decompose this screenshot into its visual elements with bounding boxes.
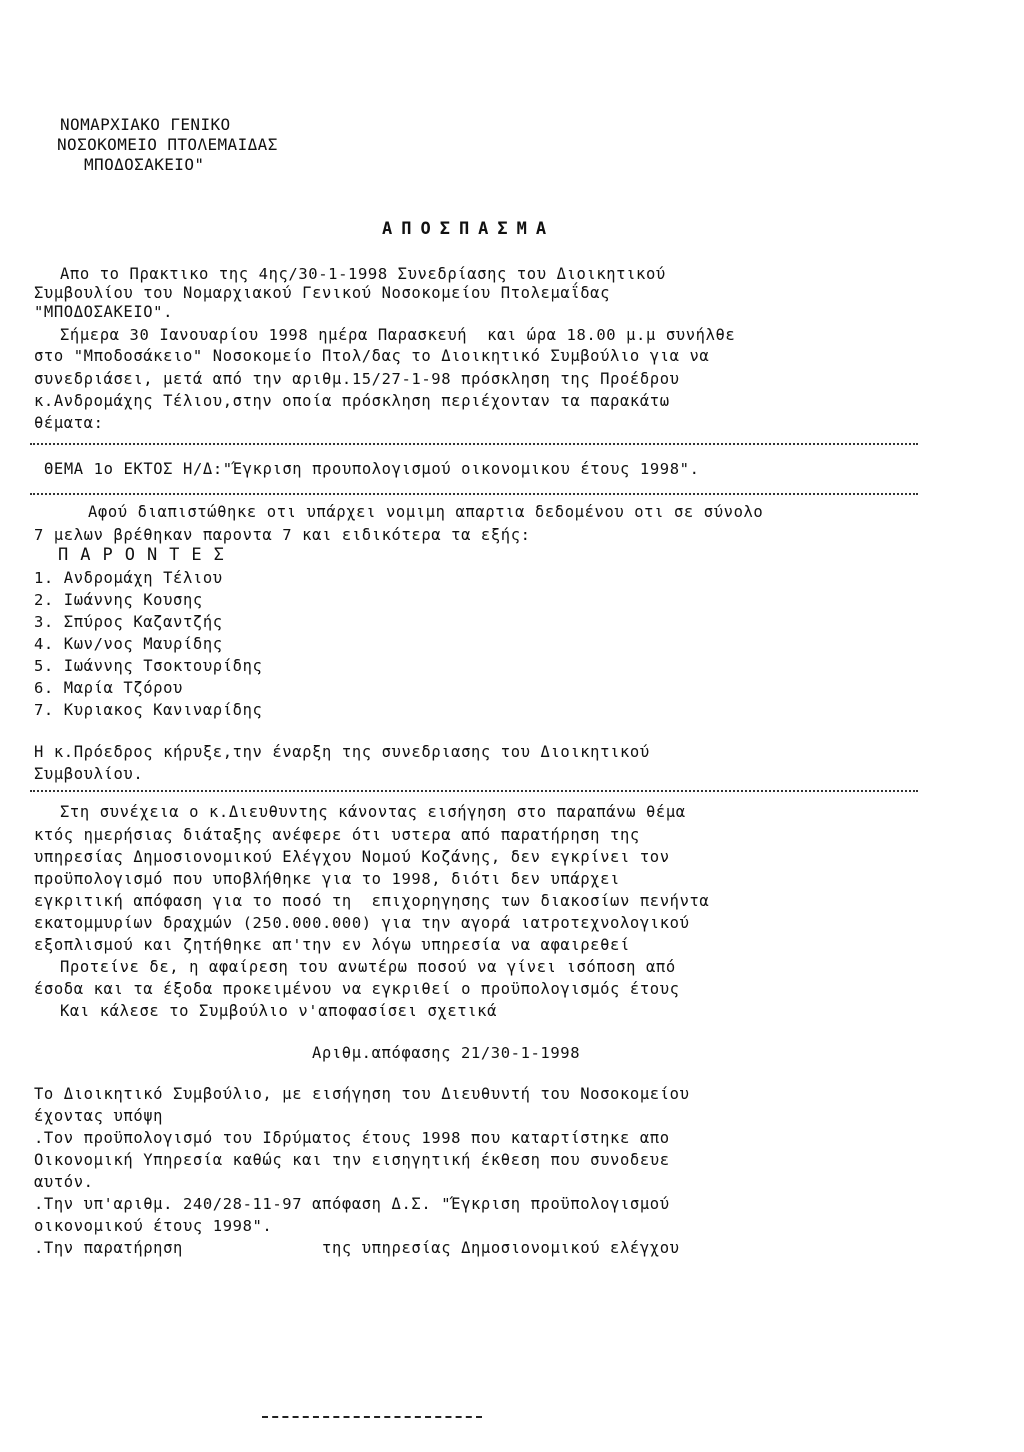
- discussion-line: υπηρεσίας Δημοσιονομικού Ελέγχου Νομού Κοζάνης, δεν εγκρίνει τον: [34, 848, 670, 866]
- discussion-line: εκατομμυρίων δραχμών (250.000.000) για την αγορά ιατροτεχνολογικού: [34, 914, 690, 932]
- discussion-line: έσοδα και τα έξοδα προκειμένου να εγκριθεί ο προϋπολογισμός έτους: [34, 980, 680, 998]
- intro-line: στο "Μποδοσάκειο" Νοσοκομείο Πτολ/δας το Διοικητικό Συμβούλιο για να: [34, 347, 710, 365]
- dotted-separator: [30, 790, 918, 792]
- decision-line: .Την υπ'αριθμ. 240/28-11-97 απόφαση Δ.Σ. "Έγκριση προϋπολογισμού: [34, 1195, 670, 1213]
- discussion-line: Και κάλεσε το Συμβούλιο ν'αποφασίσει σχετικά: [60, 1002, 497, 1020]
- member-item: 1. Ανδρομάχη Τέλιου: [34, 569, 223, 587]
- decision-line: οικονομικού έτους 1998".: [34, 1217, 273, 1235]
- decision-line: .Την παρατήρηση της υπηρεσίας Δημοσιονομικού ελέγχου: [34, 1239, 680, 1257]
- present-title: ΠΑΡΟΝΤΕΣ: [58, 545, 236, 565]
- member-item: 6. Μαρία Τζόρου: [34, 679, 183, 697]
- discussion-line: εγκριτική απόφαση για το ποσό τη επιχορηγησης των διακοσίων πενήντα: [34, 892, 710, 910]
- header-line-2: ΝΟΣΟΚΟΜΕΙΟ ΠΤΟΛΕΜΑΙΔΑΣ: [57, 135, 278, 154]
- intro-line: Απο το Πρακτικο της 4ης/30-1-1998 Συνεδρίασης του Διοικητικού: [60, 265, 666, 283]
- opening-line: Η κ.Πρόεδρος κήρυξε,την έναρξη της συνεδριασης του Διοικητικού: [34, 743, 650, 761]
- member-item: 7. Κυριακος Κανιναρίδης: [34, 701, 263, 719]
- decision-line: αυτόν.: [34, 1173, 94, 1191]
- intro-line: συνεδριάσει, μετά από την αριθμ.15/27-1-98 πρόσκληση της Προέδρου: [34, 370, 680, 388]
- intro-line: θέματα:: [34, 414, 104, 432]
- discussion-line: Προτείνε δε, η αφαίρεση του ανωτέρω ποσού να γίνει ισόποση από: [60, 958, 676, 976]
- discussion-line: προϋπολογισμό που υποβλήθηκε για το 1998, διότι δεν υπάρχει: [34, 870, 620, 888]
- dotted-separator: [30, 493, 918, 495]
- opening-line: Συμβουλίου.: [34, 765, 144, 783]
- member-item: 4. Κων/νος Μαυρίδης: [34, 635, 223, 653]
- intro-line: "ΜΠΟΔΟΣΑΚΕΙΟ".: [34, 303, 174, 321]
- decision-line: Το Διοικητικό Συμβούλιο, με εισήγηση του Διευθυντή του Νοσοκομείου: [34, 1085, 690, 1103]
- intro-line: Συμβουλίου του Νομαρχιακού Γενικού Νοσοκομείου Πτολεμαΐδας: [34, 284, 611, 302]
- header-line-3: ΜΠΟΔΟΣΑΚΕΙΟ": [84, 155, 205, 174]
- decision-line: Οικονομική Υπηρεσία καθώς και την εισηγητική έκθεση που συνοδευε: [34, 1151, 670, 1169]
- decision-line: έχοντας υπόψη: [34, 1107, 164, 1125]
- intro-line: Σήμερα 30 Ιανουαρίου 1998 ημέρα Παρασκευή και ώρα 18.00 μ.μ συνήλθε: [60, 326, 736, 344]
- topic-heading: ΘΕΜΑ 1ο ΕΚΤΟΣ Η/Δ:"Έγκριση προυπολογισμού οικονομικου έτους 1998".: [44, 460, 700, 478]
- discussion-line: κτός ημερήσιας διάταξης ανέφερε ότι υστερα από παρατήρηση της: [34, 826, 640, 844]
- member-item: 2. Ιωάννης Κουσης: [34, 591, 203, 609]
- member-item: 3. Σπύρος Καζαντζής: [34, 613, 223, 631]
- intro-line: κ.Ανδρομάχης Τέλιου,στην οποία πρόσκληση περιέχονταν τα παρακάτω: [34, 392, 670, 410]
- header-line-1: ΝΟΜΑΡΧΙΑΚΟ ΓΕΝΙΚΟ: [60, 115, 231, 134]
- dotted-separator: [30, 443, 918, 445]
- discussion-line: Στη συνέχεια ο κ.Διευθυντης κάνοντας εισήγηση στο παραπάνω θέμα: [60, 803, 686, 821]
- member-item: 5. Ιωάννης Τσοκτουρίδης: [34, 657, 263, 675]
- quorum-line: 7 μελων βρέθηκαν παροντα 7 και ειδικότερα τα εξής:: [34, 526, 531, 544]
- decision-number: Αριθμ.απόφασης 21/30-1-1998: [312, 1044, 581, 1062]
- decision-line: .Τον προϋπολογισμό του Ιδρύματος έτους 1998 που καταρτίστηκε απο: [34, 1129, 670, 1147]
- quorum-line: Αφού διαπιστώθηκε οτι υπάρχει νομιμη απαρτια δεδομένου οτι σε σύνολο: [88, 503, 764, 521]
- footer-dashed-line: [262, 1416, 482, 1418]
- document-title: ΑΠΟΣΠΑΣΜΑ: [382, 219, 556, 239]
- discussion-line: εξοπλισμού και ζητήθηκε απ'την εν λόγω υπηρεσία να αφαιρεθεί: [34, 936, 630, 954]
